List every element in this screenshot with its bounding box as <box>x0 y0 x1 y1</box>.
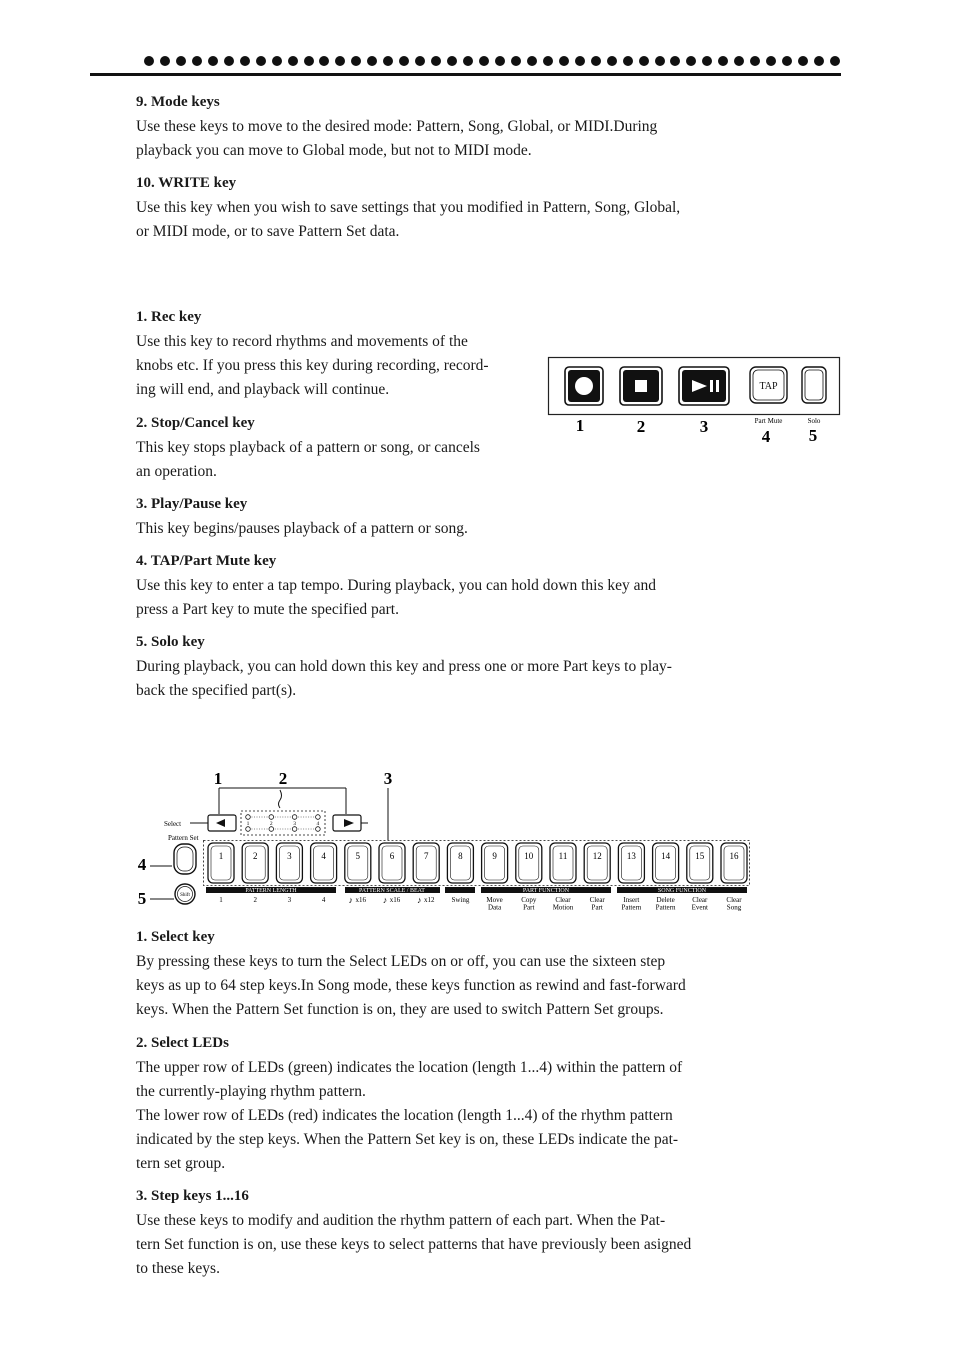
callout-4: 4 <box>137 855 147 874</box>
header-dot <box>718 56 728 66</box>
header-dot <box>623 56 633 66</box>
step-key <box>208 843 234 883</box>
heading: 3. Play/Pause key <box>136 496 248 512</box>
step-key <box>482 843 508 883</box>
section-write-key <box>136 174 749 244</box>
scale-label: x16 <box>389 896 401 904</box>
header-dot <box>144 56 154 66</box>
part-function-label: Move <box>486 896 503 904</box>
header-dot <box>543 56 553 66</box>
paragraph: Use these keys to move to the desired mode: Pattern, Song, Global, or MIDI.During playback you can move to Global mode, but not to MIDI mode. <box>136 118 658 159</box>
step-key <box>584 843 610 883</box>
header-dot <box>495 56 505 66</box>
callout-5: 5 <box>808 426 818 445</box>
callout-1: 1 <box>575 416 585 435</box>
callout-2: 2 <box>636 417 646 436</box>
led-number: 1 <box>246 821 250 827</box>
step-number: 13 <box>626 851 636 861</box>
pattern-length-label: 1 <box>219 896 223 904</box>
shift-key <box>175 884 195 904</box>
header-dot <box>431 56 441 66</box>
paragraph: Use this key to enter a tap tempo. During playback, you can hold down this key and press a Part key to mute the specified part. <box>136 577 656 618</box>
header-dot <box>367 56 377 66</box>
section-mode-keys <box>136 93 749 163</box>
heading: 5. Solo key <box>136 634 205 650</box>
callout-5: 5 <box>137 889 147 908</box>
step-number: 14 <box>661 851 671 861</box>
header-dot <box>319 56 329 66</box>
select-label: Select <box>164 820 182 828</box>
pattern-length-label: 3 <box>287 896 292 904</box>
header-dot <box>702 56 712 66</box>
step-number: 10 <box>524 851 534 861</box>
header-dot <box>830 56 840 66</box>
pattern-length-label: 4 <box>321 896 326 904</box>
header-dot <box>224 56 234 66</box>
header-dot <box>511 56 521 66</box>
step-key <box>345 843 371 883</box>
step-key <box>687 843 713 883</box>
group-song-function: SONG FUNCTION <box>657 888 707 894</box>
green-led <box>269 815 274 820</box>
heading: 4. TAP/Part Mute key <box>136 553 277 569</box>
paragraph: By pressing these keys to turn the Select LEDs on or off, you can use the sixteen step keys as up to 64 step keys.In Song mode, these keys function as rewind and fast-forward keys. When the Pattern Set function is on, they are used to switch Pattern Set groups. <box>136 953 686 1018</box>
header-dot <box>655 56 665 66</box>
header-dot <box>335 56 345 66</box>
header-dot <box>192 56 202 66</box>
led-number: 3 <box>293 821 296 827</box>
header-dot <box>750 56 760 66</box>
step-sub-labels <box>219 895 742 912</box>
header-dot <box>288 56 298 66</box>
header-dot <box>383 56 393 66</box>
header-dot <box>240 56 250 66</box>
note-icon: ♪ <box>348 895 354 905</box>
header-dot <box>559 56 569 66</box>
header-dot <box>399 56 409 66</box>
header-dot <box>479 56 489 66</box>
header-dot-row <box>144 55 840 67</box>
note-icon: ♪ <box>382 895 388 905</box>
header-dot <box>798 56 808 66</box>
step-key <box>447 843 473 883</box>
song-function-label: Insert <box>623 896 640 904</box>
section-stop-key <box>136 414 529 484</box>
red-led <box>292 827 297 832</box>
paragraph: The upper row of LEDs (green) indicates the location (length 1...4) within the pattern of the currently-playing rhythm pattern. The lower row of LEDs (red) indicates the location (length 1...4) of the rhythm pattern indicated by the step keys. When the Pattern Set key is on, these LEDs indicate the pat- tern set group. <box>136 1059 683 1172</box>
header-dot <box>591 56 601 66</box>
song-function-label: Event <box>691 903 708 912</box>
step-number: 11 <box>558 851 568 861</box>
callout-4: 4 <box>761 427 771 446</box>
step-number: 15 <box>695 851 705 861</box>
section-step-keys <box>136 1187 749 1281</box>
heading: 2. Stop/Cancel key <box>136 415 255 431</box>
solo-label: Solo <box>807 417 821 425</box>
paragraph: Use this key when you wish to save settings that you modified in Pattern, Song, Global, or MIDI mode, or to save Pattern Set data. <box>136 199 681 240</box>
step-number: 12 <box>592 851 602 861</box>
callout-3: 3 <box>699 417 709 436</box>
select-leds <box>241 811 325 835</box>
header-dot <box>272 56 282 66</box>
header-dot <box>447 56 457 66</box>
callout-1: 1 <box>213 769 223 788</box>
section-select-key <box>136 928 749 1022</box>
heading: 2. Select LEDs <box>136 1035 229 1051</box>
header-dot <box>527 56 537 66</box>
step-number: 8 <box>458 851 463 861</box>
section-select-leds <box>136 1034 749 1176</box>
stop-key <box>620 367 662 405</box>
header-dot <box>814 56 824 66</box>
select-right-key <box>333 815 361 831</box>
paragraph: Use these keys to modify and audition the rhythm pattern of each part. When the Pat- tern Set function is on, use these keys to select patterns that have previously been asigned to these keys. <box>136 1212 692 1277</box>
part-function-label: Motion <box>552 903 574 912</box>
song-function-label: Clear <box>726 896 742 904</box>
red-led <box>316 827 321 832</box>
pattern-length-label: 2 <box>253 896 257 904</box>
header-dot <box>575 56 585 66</box>
header-dot <box>415 56 425 66</box>
step-key <box>516 843 542 883</box>
scale-label: x12 <box>423 896 435 904</box>
step-key <box>413 843 439 883</box>
section-tap-key <box>136 552 749 622</box>
step-keys-figure <box>130 760 760 920</box>
paragraph: This key stops playback of a pattern or song, or cancels an operation. <box>136 439 480 480</box>
header-dot <box>463 56 473 66</box>
solo-key <box>802 367 826 403</box>
header-dot <box>686 56 696 66</box>
step-keys <box>208 843 747 883</box>
heading: 9. Mode keys <box>136 94 220 110</box>
led-number: 2 <box>269 821 273 827</box>
select-left-key <box>208 815 236 831</box>
step-key <box>276 843 302 883</box>
step-number: 6 <box>389 851 395 861</box>
shift-label: Shift <box>180 893 190 898</box>
step-number: 9 <box>492 851 497 861</box>
stop-icon <box>635 380 647 392</box>
note-icon: ♪ <box>416 895 422 905</box>
part-function-label: Part <box>523 903 535 912</box>
header-dot <box>304 56 314 66</box>
section-rec-key <box>136 308 529 402</box>
song-function-label: Clear <box>692 896 708 904</box>
section-solo-key <box>136 633 749 703</box>
pause-icon <box>710 380 713 392</box>
group-part-function: PART FUNCTION <box>522 888 570 894</box>
header-dot <box>351 56 361 66</box>
heading: 3. Step keys 1...16 <box>136 1188 249 1204</box>
swing-label: Swing <box>451 896 470 904</box>
step-key <box>311 843 337 883</box>
tap-label: TAP <box>759 381 778 392</box>
rec-key <box>565 367 603 405</box>
step-key <box>242 843 268 883</box>
transport-keys-figure <box>540 350 850 450</box>
header-dot <box>176 56 186 66</box>
part-function-label: Copy <box>521 896 537 904</box>
red-led <box>269 827 274 832</box>
step-key <box>550 843 576 883</box>
step-key <box>379 843 405 883</box>
header-dot <box>734 56 744 66</box>
red-led <box>246 827 251 832</box>
part-function-label: Clear <box>555 896 571 904</box>
heading: 1. Select key <box>136 929 215 945</box>
led-number: 4 <box>316 821 320 827</box>
step-key <box>618 843 644 883</box>
section-play-key <box>136 495 749 541</box>
song-function-label: Song <box>726 903 742 912</box>
header-dot <box>607 56 617 66</box>
step-number: 4 <box>321 851 326 861</box>
play-pause-key <box>679 367 729 405</box>
header-rule <box>90 73 841 76</box>
step-number: 1 <box>218 851 224 861</box>
heading: 1. Rec key <box>136 309 202 325</box>
step-key <box>653 843 679 883</box>
tap-key <box>750 367 787 403</box>
header-dot <box>639 56 649 66</box>
step-key <box>721 843 747 883</box>
step-number: 5 <box>355 851 361 861</box>
step-number: 7 <box>423 851 429 861</box>
paragraph: This key begins/pauses playback of a pattern or song. <box>136 520 468 537</box>
record-icon <box>575 377 593 395</box>
callout-2: 2 <box>278 769 288 788</box>
green-led <box>246 815 251 820</box>
part-mute-label: Part Mute <box>754 417 783 425</box>
header-dot <box>256 56 266 66</box>
scale-label: x16 <box>355 896 367 904</box>
part-function-label: Data <box>487 903 502 912</box>
callout-3: 3 <box>383 769 393 788</box>
pattern-set-label: Pattern Set <box>168 834 199 842</box>
step-number: 16 <box>729 851 739 861</box>
green-led <box>292 815 297 820</box>
header-dot <box>208 56 218 66</box>
header-dot <box>160 56 170 66</box>
green-led <box>316 815 321 820</box>
header-dot <box>670 56 680 66</box>
song-function-label: Pattern <box>655 903 676 912</box>
step-number: 3 <box>287 851 292 861</box>
header-dot <box>766 56 776 66</box>
paragraph: Use this key to record rhythms and movements of the knobs etc. If you press this key during recording, record- ing will end, and playback will continue. <box>136 333 489 398</box>
part-function-label: Part <box>591 903 603 912</box>
header-dot <box>782 56 792 66</box>
step-number: 2 <box>252 851 258 861</box>
group-bars <box>206 887 747 894</box>
group-pattern-length: PATTERN LENGTH <box>245 888 297 894</box>
part-function-label: Clear <box>589 896 605 904</box>
song-function-label: Delete <box>656 896 675 904</box>
pattern-set-key <box>174 844 196 874</box>
song-function-label: Pattern <box>621 903 642 912</box>
group-pattern-scale: PATTERN SCALE / BEAT <box>359 888 425 894</box>
paragraph: During playback, you can hold down this key and press one or more Part keys to play- back the specified part(s). <box>136 658 672 699</box>
heading: 10. WRITE key <box>136 175 237 191</box>
